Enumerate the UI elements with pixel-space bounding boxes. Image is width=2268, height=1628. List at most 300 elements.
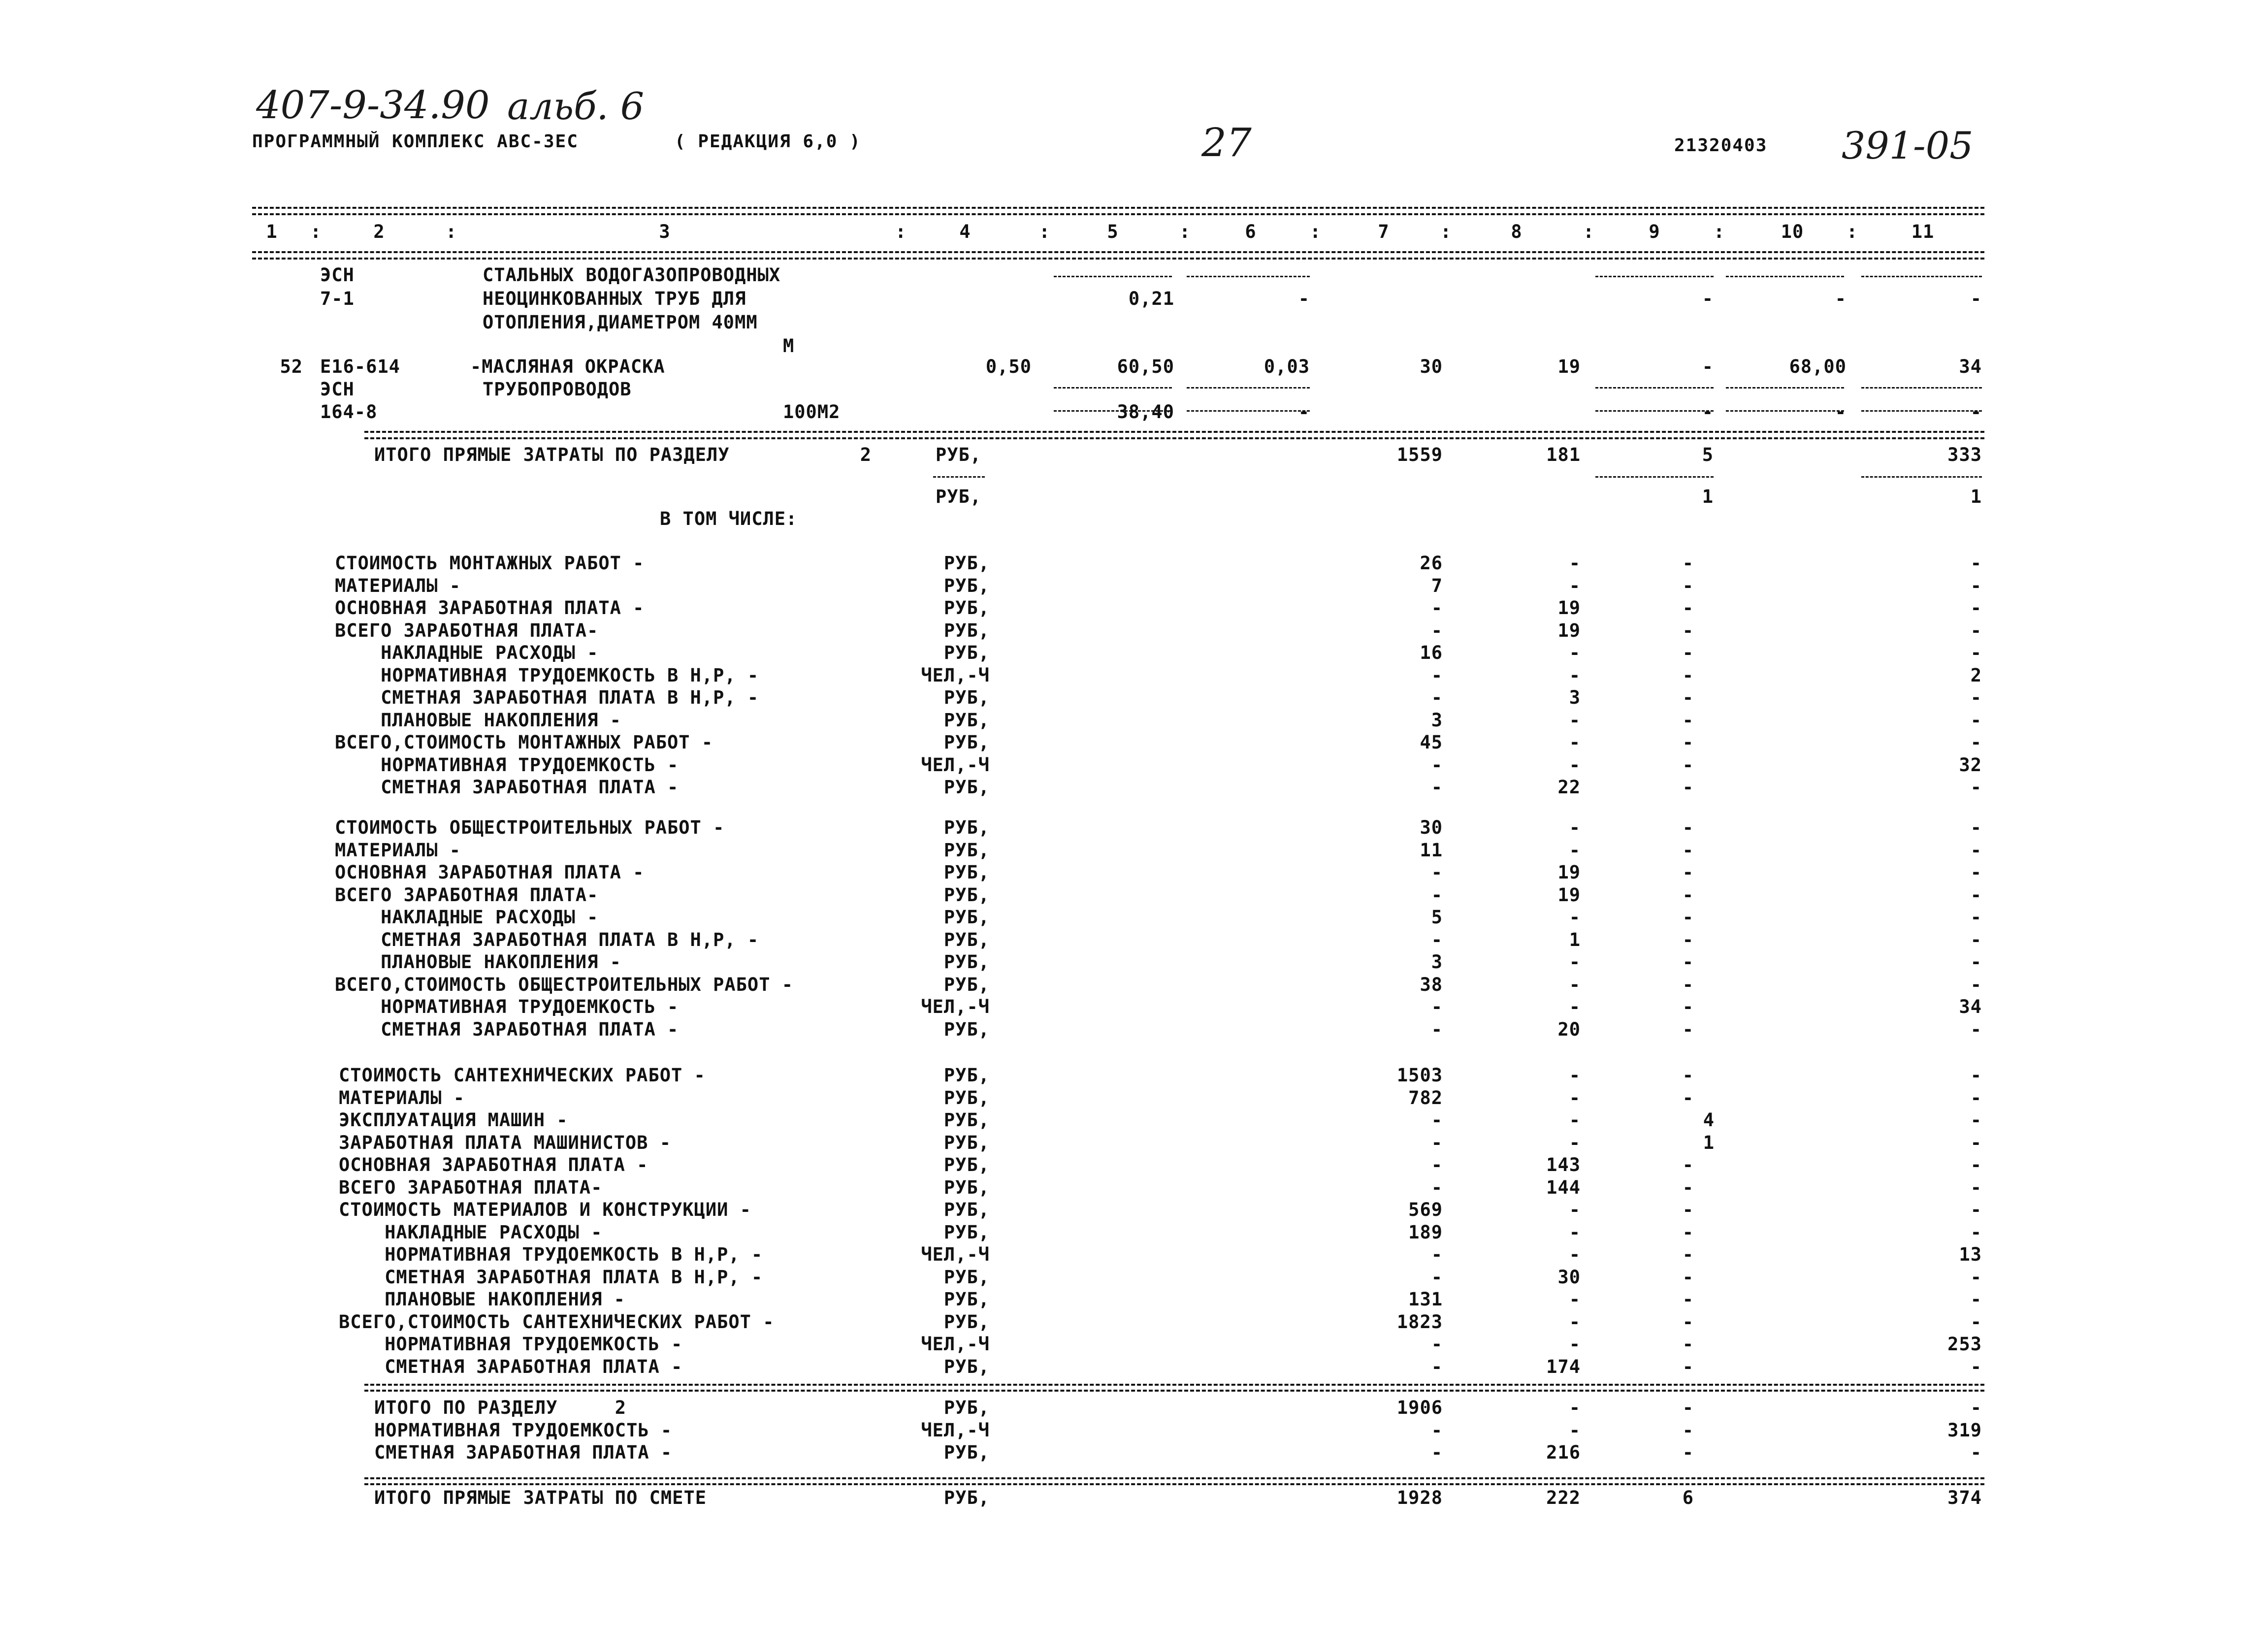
col9-value: - (1682, 1019, 1694, 1040)
col9-value: - (1682, 687, 1694, 708)
col11-value: - (1970, 1154, 1982, 1175)
resource-code: ЭСН (320, 379, 355, 400)
header-bottom-rule-2 (252, 258, 1984, 260)
cost-line-unit: РУБ, (943, 687, 990, 708)
col11-value: - (1970, 732, 1982, 753)
col8-value: - (1569, 1244, 1581, 1265)
cost-line-unit: ЧЕЛ,-Ч (921, 996, 990, 1017)
cost-line-label: ВСЕГО ЗАРАБОТНАЯ ПЛАТА- (335, 884, 599, 906)
col8-value: - (1569, 710, 1581, 731)
cost-line-unit: РУБ, (943, 597, 990, 619)
col11-value: - (1970, 1289, 1982, 1310)
col6-value: 0,03 (1264, 356, 1310, 377)
col11-value: - (1970, 817, 1982, 838)
col11-value: 333 (1947, 444, 1982, 465)
cost-line-unit: РУБ, (943, 974, 990, 995)
col8-value: 3 (1569, 687, 1581, 708)
col8-value: 19 (1557, 356, 1581, 377)
col9-value: - (1682, 642, 1694, 663)
column-separator: : (895, 221, 907, 242)
cell-rule (1595, 476, 1714, 478)
cost-line-label: СМЕТНАЯ ЗАРАБОТНАЯ ПЛАТА В Н,Р, - (339, 1267, 763, 1288)
col7-value: 569 (1408, 1199, 1443, 1220)
col11-value: 34 (1959, 996, 1982, 1017)
col8-value: - (1569, 907, 1581, 928)
col7-value: - (1431, 1177, 1443, 1198)
cost-line-unit: РУБ, (943, 1087, 990, 1108)
cost-line-label: ОСНОВНАЯ ЗАРАБОТНАЯ ПЛАТА - (339, 1154, 648, 1175)
cell-rule (1187, 276, 1310, 277)
col9-value: - (1702, 401, 1714, 423)
col7-value: - (1431, 665, 1443, 686)
col11-value: - (1970, 951, 1982, 973)
col11-value: - (1970, 884, 1982, 906)
cell-rule (1861, 476, 1982, 478)
section-rule (364, 1384, 1984, 1386)
cost-line-label: ВСЕГО,СТОИМОСТЬ САНТЕХНИЧЕСКИХ РАБОТ - (339, 1311, 775, 1333)
cost-line-unit: РУБ, (943, 817, 990, 838)
col7-value: - (1431, 929, 1443, 950)
column-header-7: 7 (1378, 221, 1390, 242)
col9-value: - (1682, 1356, 1694, 1377)
col11-value: 34 (1959, 356, 1982, 377)
col11-value: - (1970, 1199, 1982, 1220)
unit-price: 38,40 (1117, 401, 1174, 423)
column-separator: : (446, 221, 457, 242)
col7-value: 131 (1408, 1289, 1443, 1310)
col8-value: 1 (1569, 929, 1581, 950)
col10-value: - (1835, 401, 1847, 423)
col11-value: - (1970, 1132, 1982, 1153)
col11-value: - (1970, 401, 1982, 423)
cell-rule (1861, 276, 1982, 277)
col9-value: - (1682, 754, 1694, 776)
cost-line-unit: РУБ, (943, 553, 990, 574)
unit-price: 60,50 (1117, 356, 1174, 377)
section-rule-2 (364, 437, 1984, 439)
column-separator: : (1310, 221, 1322, 242)
cell-rule (1861, 387, 1982, 389)
cost-line-label: НАКЛАДНЫЕ РАСХОДЫ - (335, 907, 599, 928)
col11-value: - (1970, 777, 1982, 798)
col11-value: 319 (1947, 1420, 1982, 1441)
col7-value: - (1431, 1356, 1443, 1377)
col9-value: - (1682, 1267, 1694, 1288)
col8-value: 22 (1557, 777, 1581, 798)
col11-value: 13 (1959, 1244, 1982, 1265)
handwritten-page-number: 27 (1201, 120, 1252, 165)
col7-value: - (1431, 1132, 1443, 1153)
item-description: ОТОПЛЕНИЯ,ДИАМЕТРОМ 40ММ (483, 312, 758, 333)
cost-line-label: СМЕТНАЯ ЗАРАБОТНАЯ ПЛАТА - (339, 1356, 683, 1377)
resource-code: 164-8 (320, 401, 378, 423)
cost-line-unit: РУБ, (943, 1154, 990, 1175)
col8-value: 19 (1557, 862, 1581, 883)
cost-line-label: СМЕТНАЯ ЗАРАБОТНАЯ ПЛАТА В Н,Р, - (335, 929, 759, 950)
col11-value: - (1970, 1442, 1982, 1463)
col7-value: 3 (1431, 710, 1443, 731)
cell-rule (1187, 387, 1310, 389)
column-header-3: 3 (659, 221, 671, 242)
cost-line-unit: РУБ, (943, 1267, 990, 1288)
cost-line-label: ПЛАНОВЫЕ НАКОПЛЕНИЯ - (339, 1289, 625, 1310)
cell-rule (1054, 276, 1172, 277)
cost-line-unit: ЧЕЛ,-Ч (921, 1244, 990, 1265)
col8-value: - (1569, 1109, 1581, 1131)
col8-value: - (1569, 1065, 1581, 1086)
cost-line-label: ОСНОВНАЯ ЗАРАБОТНАЯ ПЛАТА - (335, 597, 645, 619)
col7-value: 782 (1408, 1087, 1443, 1108)
column-header-1: 1 (266, 221, 278, 242)
col11-value: - (1970, 1177, 1982, 1198)
cell-rule (1595, 387, 1714, 389)
col9-value: - (1682, 1244, 1694, 1265)
item-description: М (783, 335, 795, 357)
column-header-4: 4 (959, 221, 971, 242)
col8-value: - (1569, 732, 1581, 753)
cost-line-label: НОРМАТИВНАЯ ТРУДОЕМКОСТЬ - (339, 1334, 683, 1355)
col8-value: - (1569, 1289, 1581, 1310)
col8-value: 144 (1546, 1177, 1581, 1198)
col8-value: - (1569, 996, 1581, 1017)
col11-value: 1 (1970, 486, 1982, 507)
col9-value: - (1682, 665, 1694, 686)
column-separator: : (1714, 221, 1725, 242)
cost-line-unit: РУБ, (943, 1356, 990, 1377)
col9-value: - (1682, 1065, 1694, 1086)
col9-value: - (1682, 951, 1694, 973)
cell-rule (933, 476, 985, 478)
col7-value: 1559 (1396, 444, 1443, 465)
handwritten-doc-code: 407-9-34.90 (256, 83, 490, 128)
cost-line-label: НОРМАТИВНАЯ ТРУДОЕМКОСТЬ В Н,Р, - (339, 1244, 763, 1265)
item-description: ТРУБОПРОВОДОВ (483, 379, 632, 400)
col9-value: - (1682, 1087, 1694, 1108)
cost-line-label: ВСЕГО,СТОИМОСТЬ МОНТАЖНЫХ РАБОТ - (335, 732, 713, 753)
col11-value: - (1970, 907, 1982, 928)
col11-value: 2 (1970, 665, 1982, 686)
col9-value: - (1682, 1154, 1694, 1175)
col7-value: - (1431, 862, 1443, 883)
item-description: -МАСЛЯНАЯ ОКРАСКА (470, 356, 665, 377)
col8-value: - (1569, 1311, 1581, 1333)
unit-price: 0,21 (1128, 288, 1174, 309)
header-top-rule (252, 207, 1984, 209)
cost-line-label: НОРМАТИВНАЯ ТРУДОЕМКОСТЬ В Н,Р, - (335, 665, 759, 686)
cost-line-unit: РУБ, (943, 575, 990, 596)
col11-value: - (1970, 1065, 1982, 1086)
col8-value: - (1569, 1222, 1581, 1243)
header-bottom-rule (252, 251, 1984, 253)
cost-line-unit: РУБ, (943, 951, 990, 973)
cost-line-unit: ЧЕЛ,-Ч (921, 665, 990, 686)
col8-value: - (1569, 665, 1581, 686)
cost-line-label: ВСЕГО,СТОИМОСТЬ ОБЩЕСТРОИТЕЛЬНЫХ РАБОТ - (335, 974, 794, 995)
col9-value: - (1682, 710, 1694, 731)
col11-value: - (1970, 1109, 1982, 1131)
cost-line-label: СТОИМОСТЬ МОНТАЖНЫХ РАБОТ - (335, 553, 645, 574)
col6-value: - (1298, 288, 1310, 309)
cost-line-label: МАТЕРИАЛЫ - (335, 840, 461, 861)
col11-value: - (1970, 1019, 1982, 1040)
col7-value: - (1431, 1267, 1443, 1288)
col9-value: - (1682, 817, 1694, 838)
cost-line-label: ОСНОВНАЯ ЗАРАБОТНАЯ ПЛАТА - (335, 862, 645, 883)
col7-value: - (1431, 1019, 1443, 1040)
cost-line-label: СМЕТНАЯ ЗАРАБОТНАЯ ПЛАТА - (335, 777, 679, 798)
cost-line-label: СТОИМОСТЬ ОБЩЕСТРОИТЕЛЬНЫХ РАБОТ - (335, 817, 725, 838)
col8-value: 181 (1546, 444, 1581, 465)
col8-value: - (1569, 1199, 1581, 1220)
col8-value: - (1569, 951, 1581, 973)
col9-value: - (1682, 1177, 1694, 1198)
col8-value: - (1569, 1334, 1581, 1355)
col7-value: 38 (1420, 974, 1443, 995)
col9-value: - (1682, 996, 1694, 1017)
col8-value: 19 (1557, 884, 1581, 906)
col8-value: - (1569, 553, 1581, 574)
col7-value: - (1431, 1109, 1443, 1131)
cost-line-label: ИТОГО ПО РАЗДЕЛУ 2 (374, 1397, 627, 1418)
col11-value: - (1970, 553, 1982, 574)
col11-value: - (1970, 1356, 1982, 1377)
program-edition: ( РЕДАКЦИЯ 6,0 ) (675, 131, 861, 152)
resource-code: Е16-614 (320, 356, 400, 377)
cost-line-unit: РУБ, (943, 710, 990, 731)
cost-line-unit: РУБ, (943, 1442, 990, 1463)
cost-line-label: МАТЕРИАЛЫ - (339, 1087, 465, 1108)
col9-value: - (1682, 884, 1694, 906)
col8-value: - (1569, 817, 1581, 838)
col8-value: 222 (1546, 1487, 1581, 1508)
cost-line-unit: РУБ, (943, 732, 990, 753)
col7-value: - (1431, 687, 1443, 708)
col7-value: - (1431, 1420, 1443, 1441)
col11-value: - (1970, 575, 1982, 596)
item-description: В ТОМ ЧИСЛЕ: (660, 508, 798, 529)
col7-value: 1823 (1396, 1311, 1443, 1333)
cost-line-label: ВСЕГО ЗАРАБОТНАЯ ПЛАТА- (339, 1177, 603, 1198)
col8-value: - (1569, 1420, 1581, 1441)
cost-line-unit: РУБ, (943, 1222, 990, 1243)
cost-line-unit: РУБ, (943, 907, 990, 928)
cost-line-unit: РУБ, (943, 642, 990, 663)
handwritten-sheet-code: 391-05 (1842, 124, 1974, 167)
col6-value: - (1298, 401, 1310, 423)
col8-value: 19 (1557, 597, 1581, 619)
col9-value: - (1682, 1222, 1694, 1243)
column-separator: : (1179, 221, 1191, 242)
cost-line-label: ЭКСПЛУАТАЦИЯ МАШИН - (339, 1109, 568, 1131)
column-header-5: 5 (1107, 221, 1119, 242)
col8-value: - (1569, 642, 1581, 663)
column-separator: : (1847, 221, 1858, 242)
col9-value: 1 (1702, 486, 1714, 507)
col11-value: 253 (1947, 1334, 1982, 1355)
col7-value: - (1431, 597, 1443, 619)
col11-value: - (1970, 710, 1982, 731)
item-description: 100М2 (783, 401, 841, 423)
col8-value: - (1569, 754, 1581, 776)
col9-value: - (1682, 553, 1694, 574)
cost-line-unit: РУБ, (943, 1397, 990, 1418)
col7-value: - (1431, 1334, 1443, 1355)
section-number: 2 (860, 444, 872, 465)
col9-value: - (1682, 1442, 1694, 1463)
col11-value: - (1970, 974, 1982, 995)
col8-value: - (1569, 575, 1581, 596)
cost-line-unit: РУБ, (943, 1019, 990, 1040)
column-separator: : (310, 221, 322, 242)
col7-value: - (1431, 1154, 1443, 1175)
cost-line-label: СТОИМОСТЬ МАТЕРИАЛОВ И КОНСТРУКЦИИ - (339, 1199, 751, 1220)
section-rule (364, 431, 1984, 433)
column-header-6: 6 (1245, 221, 1257, 242)
col9-value: - (1682, 1334, 1694, 1355)
cost-line-unit: РУБ, (943, 884, 990, 906)
cost-line-label: ЗАРАБОТНАЯ ПЛАТА МАШИНИСТОВ - (339, 1132, 672, 1153)
col11-value: 32 (1959, 754, 1982, 776)
cost-line-unit: РУБ, (943, 777, 990, 798)
col9-value: 6 (1682, 1487, 1694, 1508)
col7-value: 26 (1420, 553, 1443, 574)
header-top-rule-2 (252, 213, 1984, 215)
col11-value: - (1970, 1397, 1982, 1418)
col11-value: - (1970, 1222, 1982, 1243)
cost-line-unit: РУБ, (943, 862, 990, 883)
cell-rule (1187, 410, 1310, 412)
col8-value: - (1569, 1087, 1581, 1108)
col9-value: - (1682, 732, 1694, 753)
cost-line-unit: РУБ, (943, 840, 990, 861)
col8-value: - (1569, 840, 1581, 861)
col9-value: 1 (1703, 1132, 1715, 1153)
col10-value: 68,00 (1789, 356, 1847, 377)
resource-code: 7-1 (320, 288, 355, 309)
cell-rule (1726, 410, 1844, 412)
col7-value: 45 (1420, 732, 1443, 753)
cost-line-unit: ЧЕЛ,-Ч (921, 1334, 990, 1355)
col8-value: 20 (1557, 1019, 1581, 1040)
col7-value: - (1431, 777, 1443, 798)
col7-value: - (1431, 754, 1443, 776)
col7-value: 30 (1420, 356, 1443, 377)
col7-value: 3 (1431, 951, 1443, 973)
col11-value: 374 (1947, 1487, 1982, 1508)
col7-value: 189 (1408, 1222, 1443, 1243)
col7-value: 30 (1420, 817, 1443, 838)
col11-value: - (1970, 642, 1982, 663)
cost-line-unit: РУБ, (943, 1487, 990, 1508)
cost-line-label: СМЕТНАЯ ЗАРАБОТНАЯ ПЛАТА - (374, 1442, 673, 1463)
col8-value: 30 (1557, 1267, 1581, 1288)
item-description: ИТОГО ПРЯМЫЕ ЗАТРАТЫ ПО РАЗДЕЛУ (374, 444, 730, 465)
unit: РУБ, (936, 486, 982, 507)
col7-value: - (1431, 1442, 1443, 1463)
col9-value: - (1682, 1311, 1694, 1333)
cell-rule (1595, 276, 1714, 277)
quantity: 0,50 (985, 356, 1032, 377)
col7-value: - (1431, 884, 1443, 906)
column-header-10: 10 (1781, 221, 1804, 242)
col11-value: - (1970, 687, 1982, 708)
row-number: 52 (280, 356, 303, 377)
cost-line-unit: РУБ, (943, 1311, 990, 1333)
col9-value: - (1682, 974, 1694, 995)
col9-value: - (1682, 1289, 1694, 1310)
col9-value: - (1682, 597, 1694, 619)
col9-value: 4 (1703, 1109, 1715, 1131)
col7-value: 1503 (1396, 1065, 1443, 1086)
col7-value: - (1431, 996, 1443, 1017)
cost-line-unit: РУБ, (943, 1177, 990, 1198)
col8-value: 174 (1546, 1356, 1581, 1377)
col10-value: - (1835, 288, 1847, 309)
col9-value: - (1702, 356, 1714, 377)
cost-line-label: НАКЛАДНЫЕ РАСХОДЫ - (339, 1222, 603, 1243)
cell-rule (1726, 387, 1844, 389)
col9-value: - (1682, 575, 1694, 596)
col9-value: - (1702, 288, 1714, 309)
col11-value: - (1970, 929, 1982, 950)
col7-value: 1906 (1396, 1397, 1443, 1418)
cell-rule (1054, 410, 1172, 412)
column-separator: : (1440, 221, 1452, 242)
cost-line-label: ПЛАНОВЫЕ НАКОПЛЕНИЯ - (335, 710, 621, 731)
col8-value: 143 (1546, 1154, 1581, 1175)
section-rule (364, 1477, 1984, 1479)
cost-line-label: ПЛАНОВЫЕ НАКОПЛЕНИЯ - (335, 951, 621, 973)
col9-value: 5 (1702, 444, 1714, 465)
column-separator: : (1039, 221, 1051, 242)
column-header-9: 9 (1649, 221, 1660, 242)
col11-value: - (1970, 1311, 1982, 1333)
col7-value: - (1431, 620, 1443, 641)
col7-value: 16 (1420, 642, 1443, 663)
col11-value: - (1970, 840, 1982, 861)
col11-value: - (1970, 862, 1982, 883)
cost-line-label: МАТЕРИАЛЫ - (335, 575, 461, 596)
col8-value: - (1569, 974, 1581, 995)
col9-value: - (1682, 1420, 1694, 1441)
col9-value: - (1682, 1397, 1694, 1418)
column-header-2: 2 (373, 221, 385, 242)
column-header-8: 8 (1511, 221, 1523, 242)
section-rule-2 (364, 1390, 1984, 1392)
item-description: НЕОЦИНКОВАННЫХ ТРУБ ДЛЯ (483, 288, 746, 309)
col8-value: - (1569, 1397, 1581, 1418)
cell-rule (1861, 410, 1982, 412)
col7-value: 7 (1431, 575, 1443, 596)
col11-value: - (1970, 288, 1982, 309)
cost-line-unit: РУБ, (943, 1289, 990, 1310)
cost-line-label: СМЕТНАЯ ЗАРАБОТНАЯ ПЛАТА В Н,Р, - (335, 687, 759, 708)
program-title: ПРОГРАММНЫЙ КОМПЛЕКС АВС-3ЕС (252, 131, 579, 152)
cost-line-label: НОРМАТИВНАЯ ТРУДОЕМКОСТЬ - (335, 754, 679, 776)
cost-line-label: ИТОГО ПРЯМЫЕ ЗАТРАТЫ ПО СМЕТЕ (374, 1487, 707, 1508)
col9-value: - (1682, 1199, 1694, 1220)
cost-line-label: ВСЕГО ЗАРАБОТНАЯ ПЛАТА- (335, 620, 599, 641)
col9-value: - (1682, 929, 1694, 950)
cell-rule (1726, 276, 1844, 277)
cost-line-label: СМЕТНАЯ ЗАРАБОТНАЯ ПЛАТА - (335, 1019, 679, 1040)
cost-line-unit: РУБ, (943, 1065, 990, 1086)
col9-value: - (1682, 862, 1694, 883)
col11-value: - (1970, 597, 1982, 619)
cost-line-unit: РУБ, (943, 620, 990, 641)
resource-code: ЭСН (320, 264, 355, 286)
cost-line-unit: РУБ, (943, 1132, 990, 1153)
